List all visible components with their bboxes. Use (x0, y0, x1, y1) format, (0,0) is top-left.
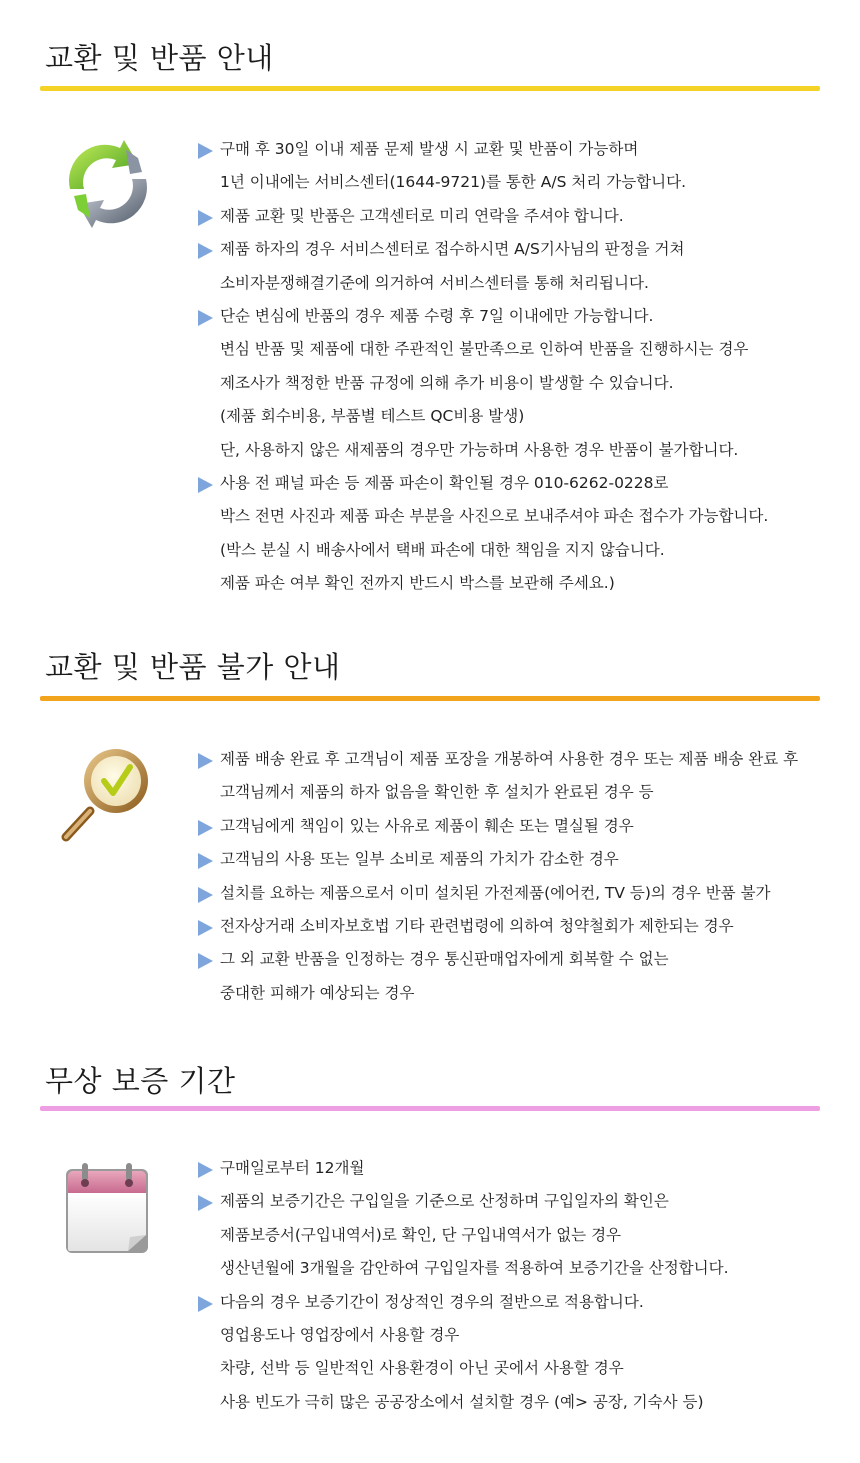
list-item: (박스 분실 시 배송사에서 택배 파손에 대한 책임을 지지 않습니다. (220, 540, 665, 559)
calendar-icon (58, 1161, 158, 1261)
triangle-bullet-icon (198, 143, 213, 159)
triangle-bullet-icon (198, 953, 213, 969)
triangle-bullet-icon (198, 1162, 213, 1178)
list-item: 다음의 경우 보증기간이 정상적인 경우의 절반으로 적용합니다. (198, 1286, 729, 1319)
list-item: 제품 배송 완료 후 고객님이 제품 포장을 개봉하여 사용한 경우 또는 제품 배송 완료 후 (198, 743, 798, 776)
triangle-bullet-icon (198, 1296, 213, 1312)
triangle-bullet-icon (198, 310, 213, 326)
list-item: 박스 전면 사진과 제품 파손 부분을 사진으로 보내주셔야 파손 접수가 가능합니다. (220, 507, 769, 526)
triangle-bullet-icon (198, 210, 213, 226)
list-item: 단순 변심에 반품의 경우 제품 수령 후 7일 이내에만 가능합니다. (198, 300, 768, 333)
list-item: 제품 파손 여부 확인 전까지 반드시 박스를 보관해 주세요.) (220, 574, 615, 593)
section-divider (40, 86, 820, 91)
list-item: 사용 빈도가 극히 많은 공공장소에서 설치할 경우 (예> 공장, 기숙사 등) (220, 1392, 704, 1411)
triangle-bullet-icon (198, 820, 213, 836)
triangle-bullet-icon (198, 1195, 213, 1211)
section-title: 교환 및 반품 불가 안내 (45, 650, 341, 684)
list-item: 사용 전 패널 파손 등 제품 파손이 확인될 경우 010-6262-0228로 (198, 467, 768, 500)
list-item: 단, 사용하지 않은 새제품의 경우만 가능하며 사용한 경우 반품이 불가합니다. (220, 440, 739, 459)
list-item: 생산년월에 3개월을 감안하여 구입일자를 적용하여 보증기간을 산정합니다. (220, 1259, 729, 1278)
section-title: 교환 및 반품 안내 (45, 41, 274, 75)
list-item: 구매 후 30일 이내 제품 문제 발생 시 교환 및 반품이 가능하며 (198, 133, 768, 166)
list-item: 중대한 피해가 예상되는 경우 (220, 983, 415, 1002)
list-item: 전자상거래 소비자보호법 기타 관련법령에 의하여 청약철회가 제한되는 경우 (198, 910, 798, 943)
section-divider (40, 1106, 820, 1111)
list-item: 소비자분쟁해결기준에 의거하여 서비스센터를 통해 처리됩니다. (220, 273, 649, 292)
list-item: (제품 회수비용, 부품별 테스트 QC비용 발생) (220, 407, 525, 426)
triangle-bullet-icon (198, 887, 213, 903)
list-item: 고객님의 사용 또는 일부 소비로 제품의 가치가 감소한 경우 (198, 843, 798, 876)
list-item: 영업용도나 영업장에서 사용할 경우 (220, 1325, 460, 1344)
info-list (198, 133, 768, 600)
list-item: 구매일로부터 12개월 (198, 1152, 729, 1185)
section-title: 무상 보증 기간 (45, 1064, 236, 1098)
triangle-bullet-icon (198, 753, 213, 769)
list-item: 고객님에게 책임이 있는 사유로 제품이 훼손 또는 멸실될 경우 (198, 810, 798, 843)
triangle-bullet-icon (198, 243, 213, 259)
list-item: 제조사가 책정한 반품 규정에 의해 추가 비용이 발생할 수 있습니다. (220, 373, 674, 392)
magnifier-check-icon (58, 743, 158, 843)
section-divider (40, 696, 820, 701)
list-item: 제품의 보증기간은 구입일을 기준으로 산정하며 구입일자의 확인은 (198, 1185, 729, 1218)
list-item: 차량, 선박 등 일반적인 사용환경이 아닌 곳에서 사용할 경우 (220, 1359, 624, 1378)
triangle-bullet-icon (198, 477, 213, 493)
info-list (198, 1152, 729, 1419)
list-item: 그 외 교환 반품을 인정하는 경우 통신판매업자에게 회복할 수 없는 (198, 943, 798, 976)
triangle-bullet-icon (198, 853, 213, 869)
list-item: 제품 하자의 경우 서비스센터로 접수하시면 A/S기사님의 판정을 거쳐 (198, 233, 768, 266)
info-list (198, 743, 798, 1010)
list-item: 제품보증서(구입내역서)로 확인, 단 구입내역서가 없는 경우 (220, 1225, 622, 1244)
list-item: 설치를 요하는 제품으로서 이미 설치된 가전제품(에어컨, TV 등)의 경우 반품 불가 (198, 877, 798, 910)
recycle-arrows-icon (58, 134, 158, 234)
triangle-bullet-icon (198, 920, 213, 936)
list-item: 1년 이내에는 서비스센터(1644-9721)를 통한 A/S 처리 가능합니다. (220, 173, 687, 192)
list-item: 제품 교환 및 반품은 고객센터로 미리 연락을 주셔야 합니다. (198, 200, 768, 233)
list-item: 변심 반품 및 제품에 대한 주관적인 불만족으로 인하여 반품을 진행하시는 경우 (220, 340, 749, 359)
list-item: 고객님께서 제품의 하자 없음을 확인한 후 설치가 완료된 경우 등 (220, 783, 654, 802)
